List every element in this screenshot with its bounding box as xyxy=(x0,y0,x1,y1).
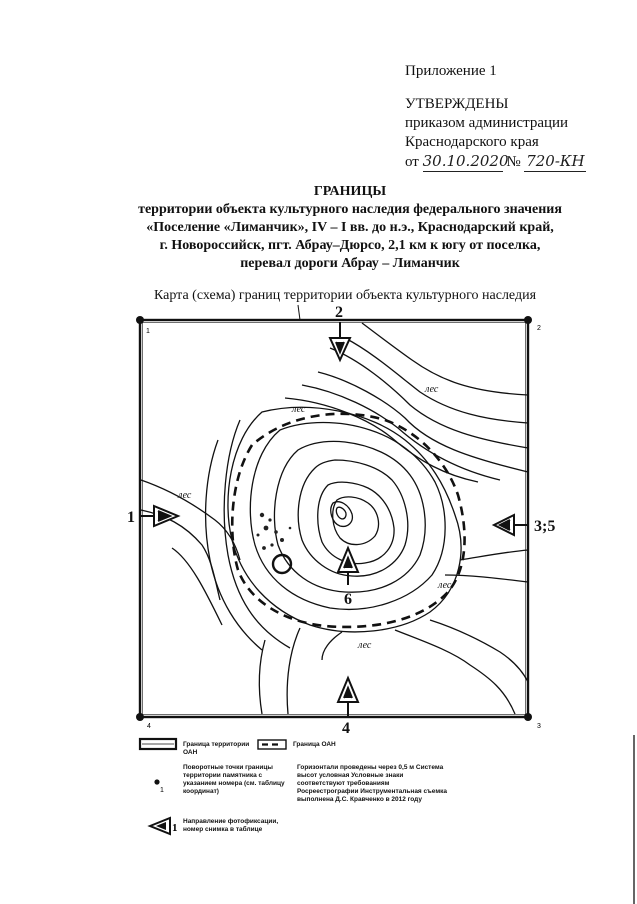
document-heading: ГРАНИЦЫ xyxy=(313,184,387,199)
title-line-2: «Поселение «Лиманчик», IV – I вв. до н.э., Краснодарский край, xyxy=(146,220,554,235)
photo-arrow-3-5 xyxy=(494,515,528,535)
corner-label-4: 4 xyxy=(147,723,151,730)
legend-points-label: Поворотные точки границы территории памятника с указанием номера (см. таблицу координат) xyxy=(183,764,285,795)
forest-label-4: лес xyxy=(438,580,452,591)
approved-by-line1: приказом администрации xyxy=(405,115,569,131)
legend-photo-label: Направление фотофиксации, номер снимка в таблице xyxy=(183,818,279,833)
turning-point-3 xyxy=(524,713,532,721)
photo-label-3-5: 3;5 xyxy=(534,518,556,535)
legend-point-symbol xyxy=(154,779,159,784)
map-caption: Карта (схема) границ территории объекта культурного наследия xyxy=(153,288,537,303)
corner-label-1: 1 xyxy=(146,328,150,335)
number-sign: № xyxy=(506,154,521,170)
forest-label-5: лес xyxy=(358,640,372,651)
corner-label-2: 2 xyxy=(537,325,541,332)
forest-label-1: лес xyxy=(292,404,306,415)
turning-point-1 xyxy=(136,316,144,324)
title-line-1: территории объекта культурного наследия федерального значения xyxy=(138,202,562,217)
photo-arrow-4 xyxy=(338,678,358,716)
photo-arrow-1 xyxy=(140,506,178,526)
from-prefix: от xyxy=(405,154,419,170)
contour-lines xyxy=(141,323,528,714)
territory-boundary xyxy=(140,320,528,717)
photo-label-1: 1 xyxy=(127,509,135,526)
forest-label-2: лес xyxy=(425,384,439,395)
legend-survey-note: Горизонтали проведены через 0,5 м Система высот условная Условные знаки соответствуют требованиям Росреестрографии Инструментальная съемка выполнена Д.С. Кравченко в 2012 году xyxy=(297,764,448,803)
photo-label-6: 6 xyxy=(344,591,352,608)
legend-point-index: 1 xyxy=(160,787,164,794)
title-line-4: перевал дороги Абрау – Лиманчик xyxy=(240,256,460,271)
photo-arrow-6 xyxy=(338,548,358,585)
legend-territory-label: Граница территории ОАН xyxy=(183,741,250,756)
forest-label-3: лес xyxy=(178,490,192,501)
approval-number: 720-КН xyxy=(526,152,585,170)
turning-point-2 xyxy=(524,316,532,324)
legend-photo-index: 1 xyxy=(172,822,178,834)
approval-date: 30.10.2020 xyxy=(422,152,509,170)
corner-label-3: 3 xyxy=(537,723,541,730)
photo-arrow-2 xyxy=(330,322,350,360)
legend-boundary-label: Граница ОАН xyxy=(293,741,336,748)
approved-label: УТВЕРЖДЕНЫ xyxy=(405,96,509,112)
appendix-label: Приложение 1 xyxy=(405,63,497,79)
photo-label-4: 4 xyxy=(342,720,350,737)
photo-label-2: 2 xyxy=(335,304,343,321)
turning-point-4 xyxy=(136,713,144,721)
title-line-3: г. Новороссийск, пгт. Абрау–Дюрсо, 2,1 км к югу от поселка, xyxy=(159,238,541,253)
approved-by-line2: Краснодарского края xyxy=(405,134,539,150)
